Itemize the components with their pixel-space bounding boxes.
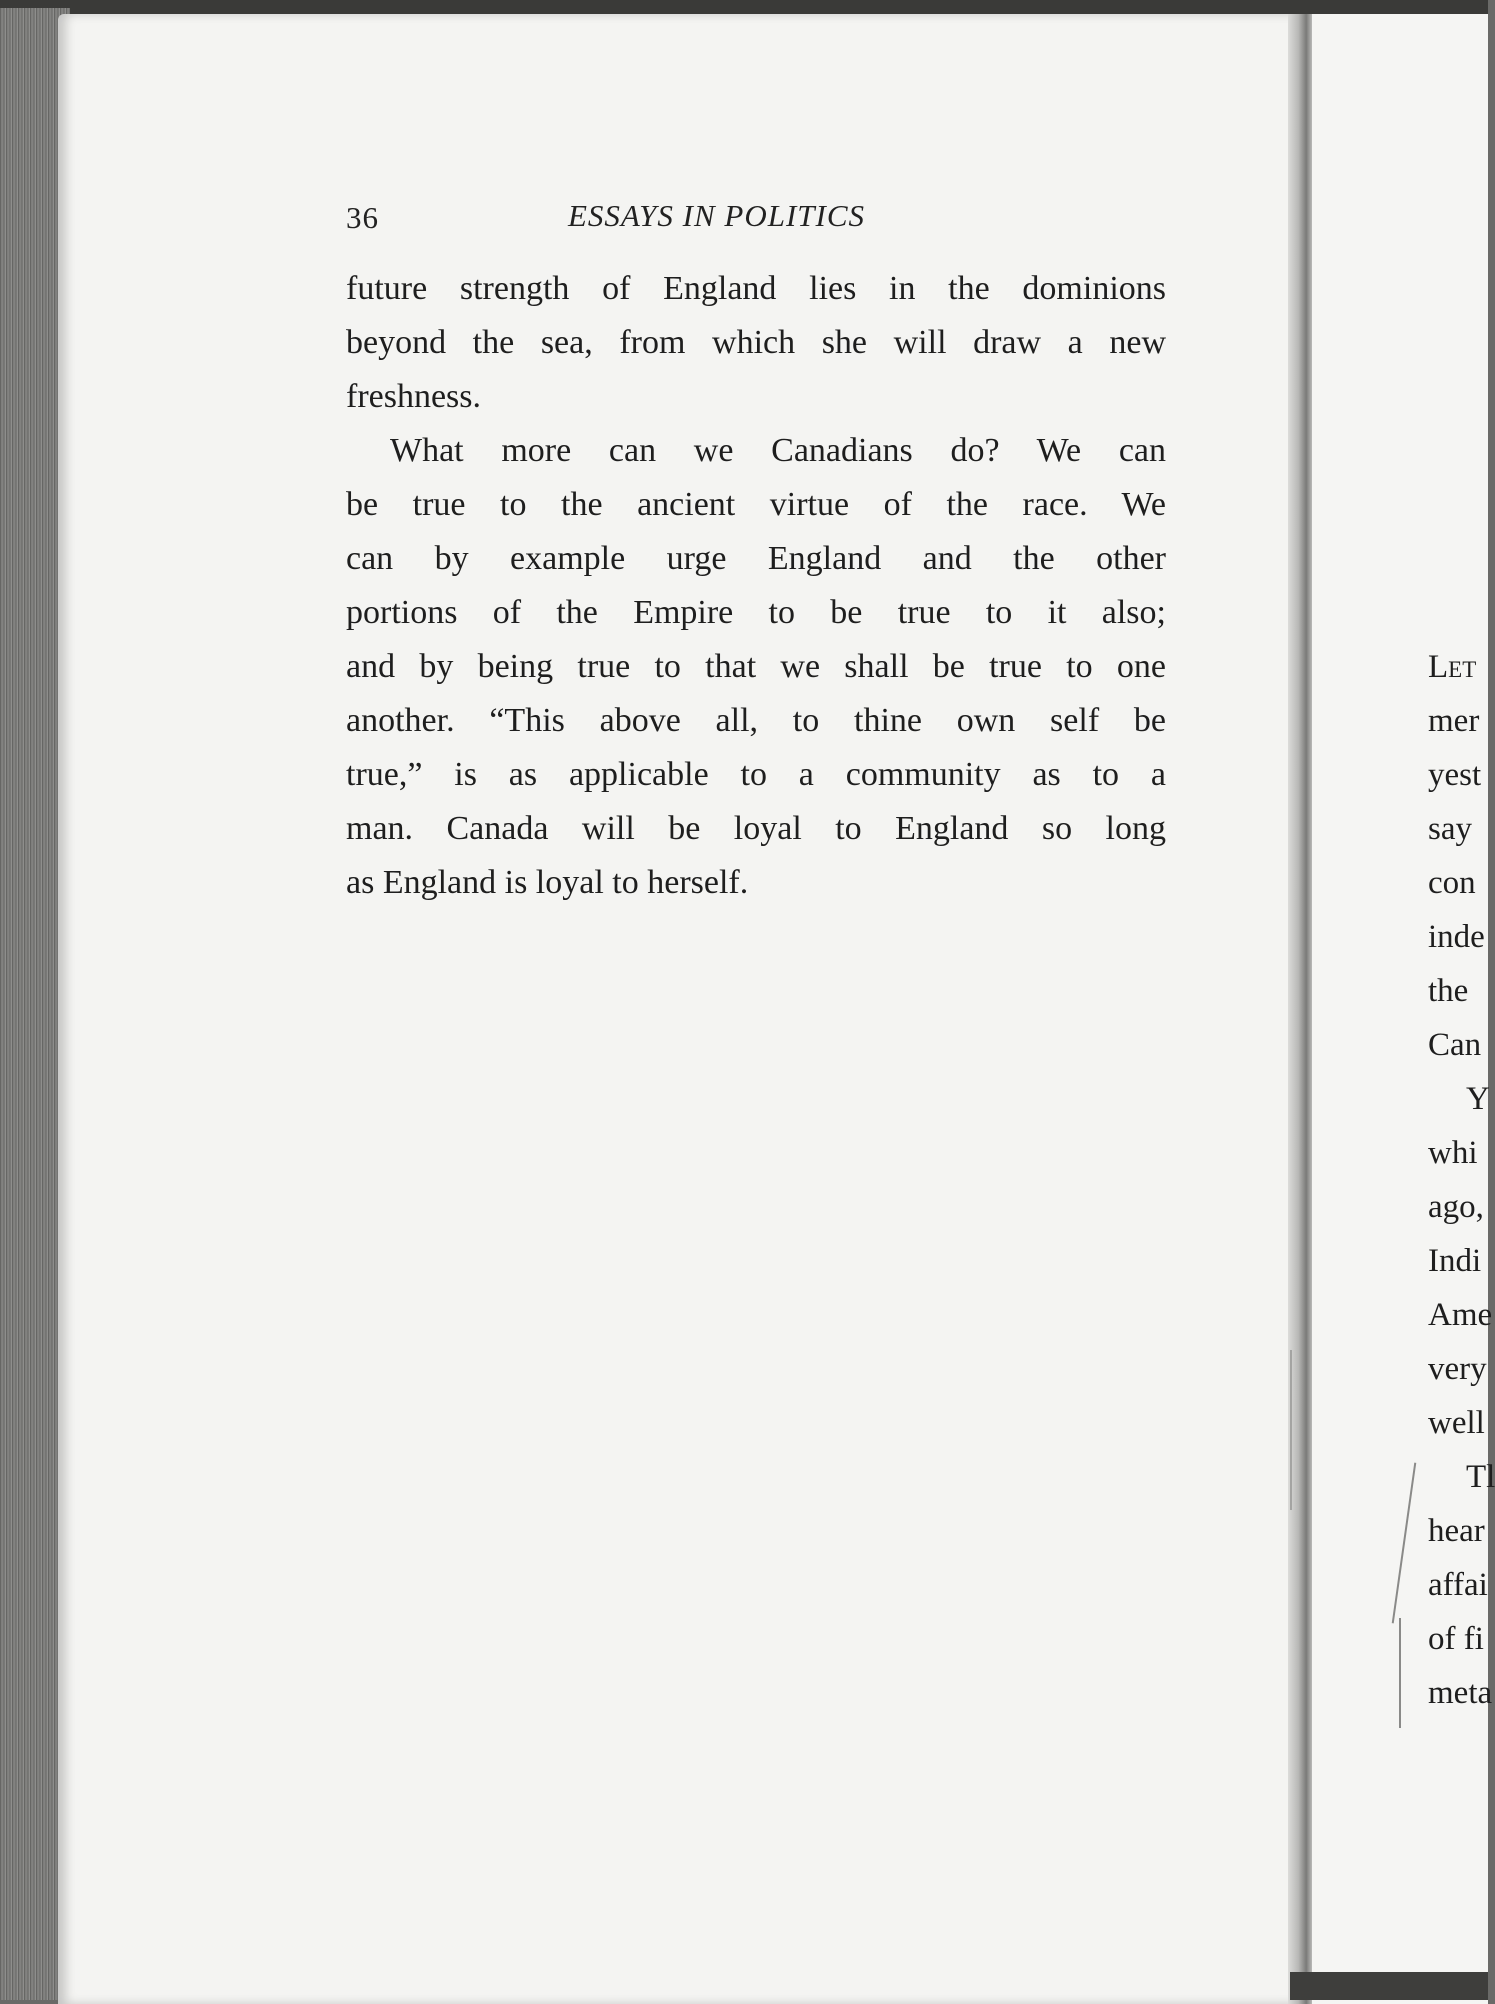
text-line: beyond the sea, from which she will draw a new [346,324,1166,361]
facing-line: hear [1428,1513,1485,1549]
facing-line: whi [1428,1135,1478,1171]
text-line: freshness. [346,378,482,415]
facing-line: Can [1428,1027,1482,1063]
text-line: can by example urge England and the other [346,540,1166,577]
facing-page-text [1428,640,1495,1720]
facing-line: say [1428,811,1472,847]
page-body [346,262,1166,910]
text-line: portions of the Empire to be true to it also; [346,594,1166,631]
facing-line: con [1428,865,1476,901]
text-line: as England is loyal to herself. [346,864,749,901]
facing-line: of fi [1428,1621,1484,1657]
text-line: and by being true to that we shall be true to one [346,648,1166,685]
book-gutter [1288,14,1314,2004]
page-number: 36 [346,200,379,235]
facing-line: Tl [1466,1459,1495,1495]
text-line: another. “This above all, to thine own self be [346,702,1166,739]
facing-line: very [1428,1351,1487,1387]
scanner-top-edge [0,0,1488,14]
text-line: What more can we Canadians do? We can [390,432,1166,469]
pencil-margin-mark [1290,1350,1292,1510]
facing-line: affai [1428,1567,1488,1603]
pencil-margin-mark [1399,1618,1401,1728]
scanner-bottom-edge [1290,1972,1488,2000]
page-header [346,198,1166,242]
facing-line: inde [1428,919,1485,955]
facing-line: yest [1428,757,1482,793]
facing-line: Ame [1428,1297,1493,1333]
text-line: true,” is as applicable to a community as to a [346,756,1166,793]
running-title: ESSAYS IN POLITICS [568,198,866,233]
text-line: future strength of England lies in the dominions [346,270,1166,307]
facing-line: well [1428,1405,1485,1441]
facing-line: Let [1428,649,1477,685]
facing-line: mer [1428,703,1480,739]
facing-line: meta [1428,1675,1493,1711]
facing-line: the [1428,973,1469,1009]
text-line: be true to the ancient virtue of the race. We [346,486,1166,523]
text-line: man. Canada will be loyal to England so long [346,810,1166,847]
facing-line: ago, [1428,1189,1484,1225]
facing-line: Indi [1428,1243,1482,1279]
facing-line: Y [1466,1081,1490,1117]
